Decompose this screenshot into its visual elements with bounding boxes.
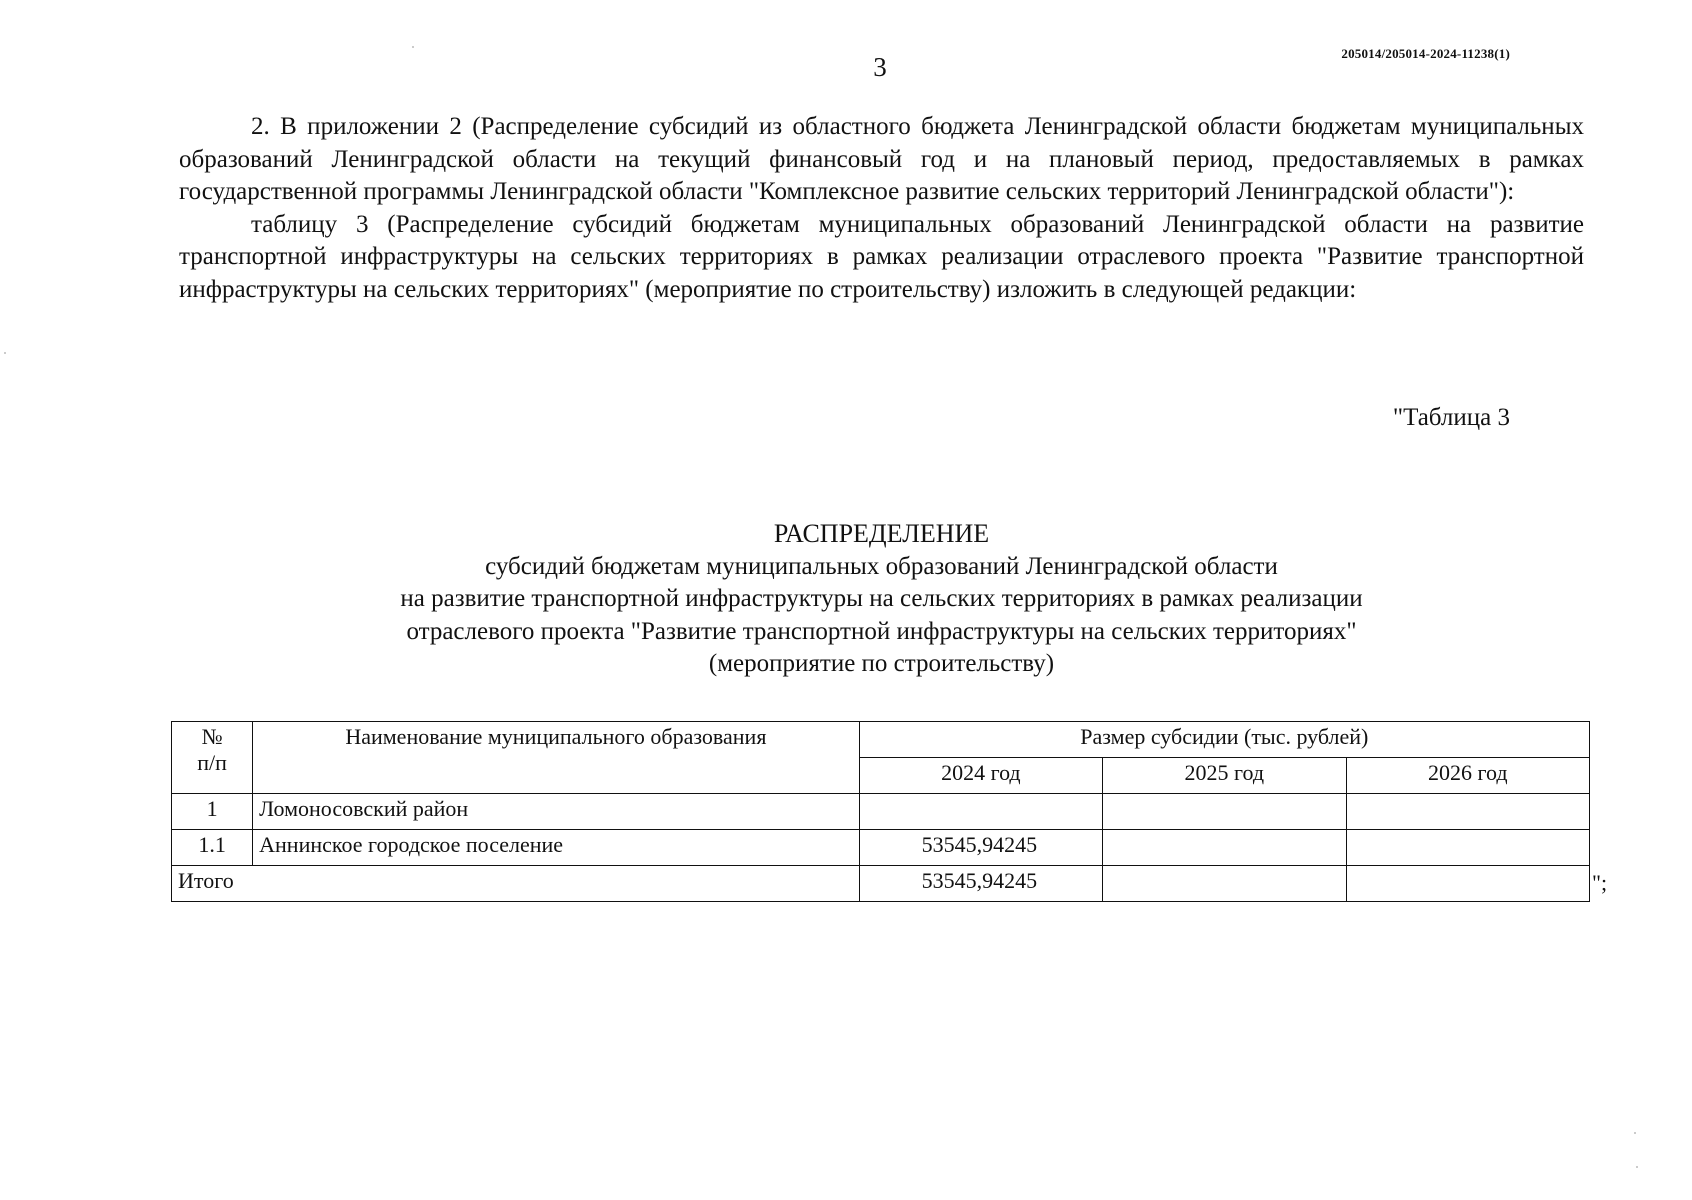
paragraph-1: 2. В приложении 2 (Распределение субсидий из областного бюджета Ленинградской области бюджетам муниципальных образований Ленинградской области на текущий финансовый год и на плановый период, предоставляемых в рамках государственной программы Ленинградской области "Комплексное развитие сельских территорий Ленинградской области"):: [179, 113, 1584, 205]
title-line-1: субсидий бюджетам муниципальных образований Ленинградской области: [485, 552, 1278, 580]
table-row: [172, 794, 1590, 830]
total-2025: [1103, 866, 1346, 902]
scan-speck: [412, 46, 414, 48]
table-row: [172, 830, 1590, 866]
row-2026: [1346, 830, 1589, 866]
total-2026: [1346, 866, 1589, 902]
header-year-2025: 2025 год: [1103, 758, 1346, 794]
row-2025: [1103, 830, 1346, 866]
paragraph-2: таблицу 3 (Распределение субсидий бюджетам муниципальных образований Ленинградской области на развитие транспортной инфраструктуры на сельских территориях в рамках реализации отраслевого проекта "Развитие транспортной инфраструктуры на сельских территориях" (мероприятие по строительству) изложить в следующей редакции:: [179, 210, 1584, 303]
total-label: Итого: [172, 866, 860, 902]
total-2024: 53545,94245: [859, 866, 1102, 902]
title-line-2: на развитие транспортной инфраструктуры на сельских территориях в рамках реализации: [400, 585, 1363, 612]
row-name: Ломоносовский район: [253, 794, 860, 830]
page-number: 3: [873, 52, 887, 82]
title-line-4: (мероприятие по строительству): [708, 650, 1055, 677]
header-num-line1: №: [201, 724, 223, 749]
total-row: [172, 866, 1590, 902]
body-text: [179, 111, 1584, 306]
header-year-2026: 2026 год: [1346, 758, 1589, 794]
header-num-line2: п/п: [197, 750, 227, 775]
header-num: [172, 722, 253, 794]
row-2024: 53545,94245: [859, 830, 1102, 866]
table-title: [179, 518, 1584, 681]
closing-quote-mark: ";: [1592, 870, 1608, 895]
header-name: Наименование муниципального образования: [253, 722, 860, 794]
scan-speck: [4, 352, 6, 354]
header-amount: Размер субсидии (тыс. рублей): [859, 722, 1589, 758]
title-main: РАСПРЕДЕЛЕНИЕ: [773, 519, 990, 548]
table-label: "Таблица 3: [1392, 404, 1510, 431]
row-num: 1: [172, 794, 253, 830]
row-2025: [1103, 794, 1346, 830]
scan-speck: [1634, 1132, 1636, 1134]
document-id: 205014/205014-2024-11238(1): [1341, 46, 1510, 61]
scan-speck: [1636, 1166, 1638, 1168]
distribution-table: [171, 721, 1590, 902]
row-num: 1.1: [172, 830, 253, 866]
header-row: [172, 722, 1590, 758]
header-year-2024: 2024 год: [859, 758, 1102, 794]
title-line-3: отраслевого проекта "Развитие транспортной инфраструктуры на сельских территориях": [406, 617, 1357, 645]
row-2026: [1346, 794, 1589, 830]
row-name: Аннинское городское поселение: [253, 830, 860, 866]
row-2024: [859, 794, 1102, 830]
